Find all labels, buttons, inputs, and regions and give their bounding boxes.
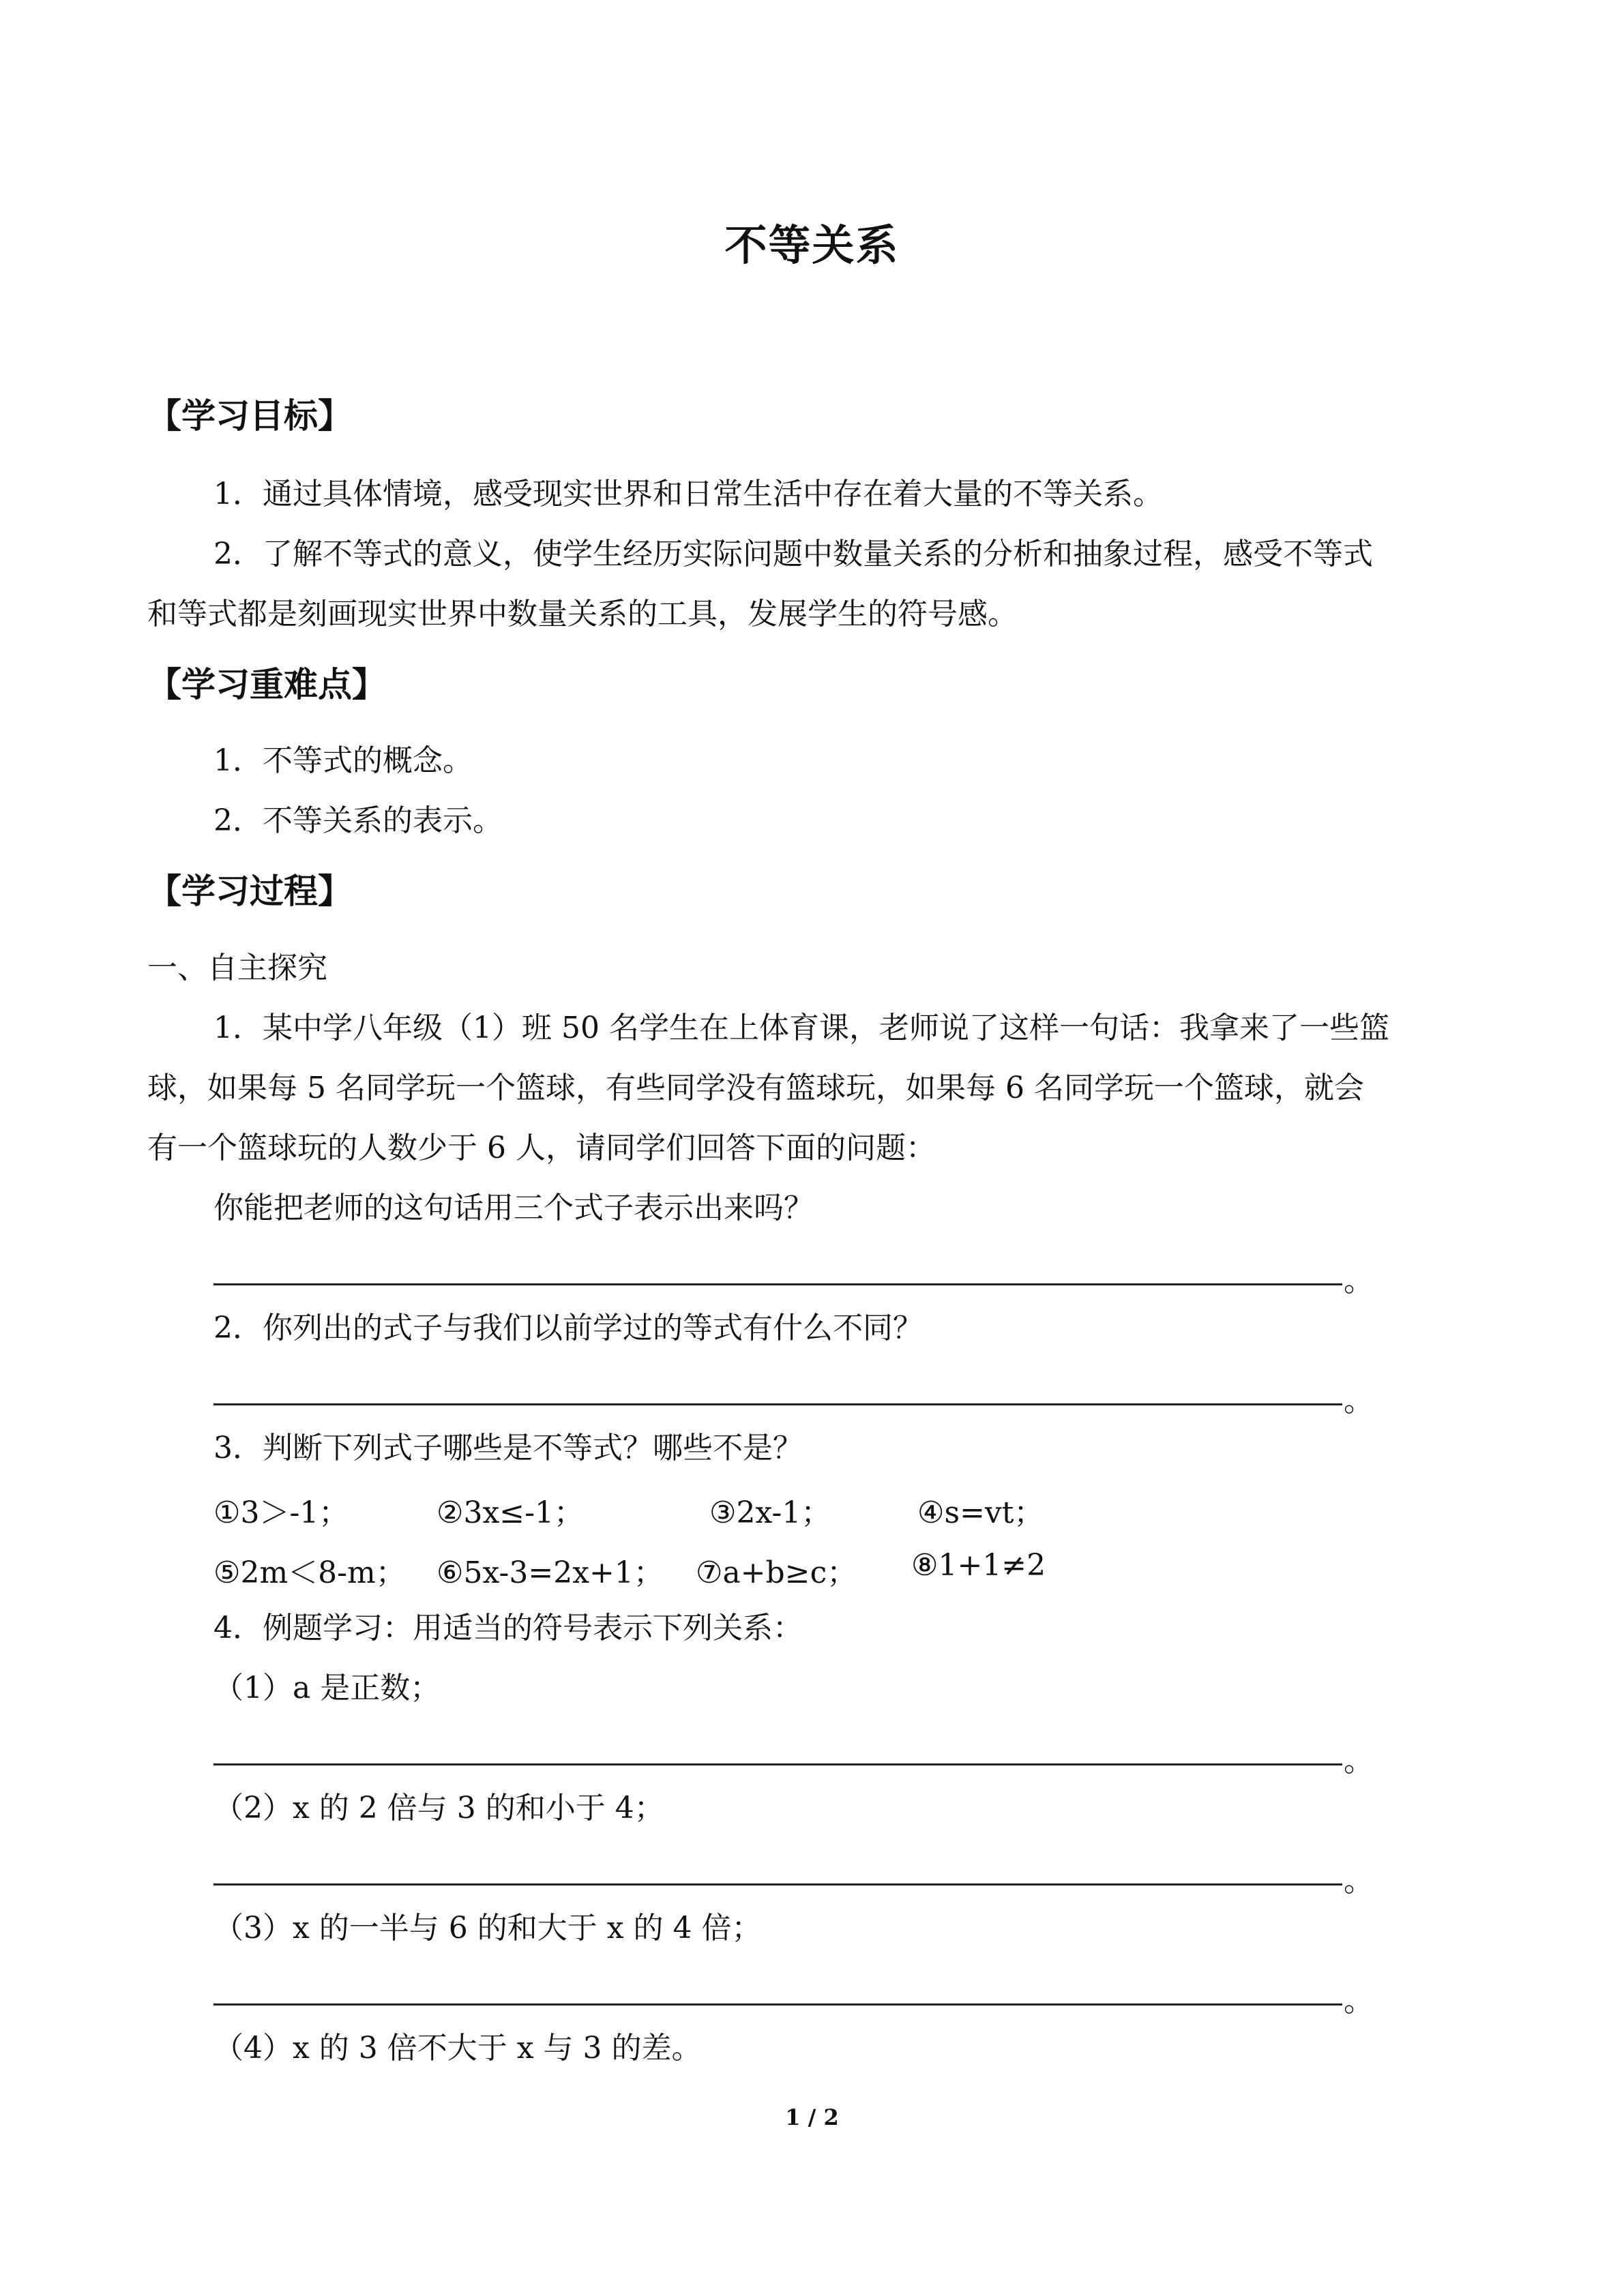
page-title: 不等关系	[724, 220, 900, 270]
q3-option-2: ②3x≤-1；	[437, 1495, 584, 1530]
q3-option-7: ⑦a+b≥c；	[696, 1555, 857, 1590]
answer-line-q4-3[interactable]	[213, 2003, 1342, 2006]
q3-option-8: ⑧1+1≠2	[911, 1548, 1046, 1583]
answer-line-q4-1[interactable]	[213, 1763, 1342, 1765]
q3-option-1: ①3＞-1；	[213, 1495, 349, 1530]
q3-option-6: ⑥5x-3=2x+1；	[437, 1555, 664, 1590]
question-4-part-1: （1）a 是正数；	[213, 1671, 441, 1705]
question-1-line-1: 1．某中学八年级（1）班 50 名学生在上体育课，老师说了这样一句话：我拿来了一些篮	[213, 1011, 1389, 1045]
question-1-line-2: 球，如果每 5 名同学玩一个篮球，有些同学没有篮球玩，如果每 6 名同学玩一个篮球，就会	[147, 1071, 1364, 1105]
question-4: 4．例题学习：用适当的符号表示下列关系：	[213, 1611, 803, 1645]
question-2: 2．你列出的式子与我们以前学过的等式有什么不同？	[213, 1311, 923, 1345]
q3-option-4: ④s=vt；	[917, 1495, 1044, 1530]
objective-item-2-line-1: 2．了解不等式的意义，使学生经历实际问题中数量关系的分析和抽象过程，感受不等式	[213, 537, 1373, 571]
key-points-heading: 【学习重难点】	[147, 665, 386, 704]
objective-item-2-line-2: 和等式都是刻画现实世界中数量关系的工具，发展学生的符号感。	[147, 597, 1018, 631]
question-3: 3．判断下列式子哪些是不等式？哪些不是？	[213, 1431, 803, 1465]
question-4-part-3: （3）x 的一半与 6 的和大于 x 的 4 倍；	[213, 1911, 762, 1945]
question-1-line-3: 有一个篮球玩的人数少于 6 人，请同学们回答下面的问题：	[147, 1131, 936, 1165]
answer-end-mark: 。	[1344, 1264, 1374, 1298]
answer-line-q1[interactable]	[213, 1283, 1342, 1285]
page-number: 1 / 2	[785, 2104, 839, 2130]
answer-end-mark: 。	[1344, 1744, 1374, 1778]
q3-option-3: ③2x-1；	[709, 1495, 831, 1530]
question-4-part-2: （2）x 的 2 倍与 3 的和小于 4；	[213, 1791, 664, 1825]
q3-option-5: ⑤2m＜8-m；	[213, 1555, 406, 1590]
question-1-prompt: 你能把老师的这句话用三个式子表示出来吗？	[213, 1191, 814, 1225]
answer-end-mark: 。	[1344, 1864, 1374, 1898]
answer-line-q4-2[interactable]	[213, 1883, 1342, 1885]
key-point-item-2: 2．不等关系的表示。	[213, 803, 503, 838]
objectives-heading: 【学习目标】	[147, 396, 352, 436]
answer-end-mark: 。	[1344, 1384, 1374, 1418]
objective-item-1: 1．通过具体情境，感受现实世界和日常生活中存在着大量的不等关系。	[213, 477, 1163, 511]
answer-end-mark: 。	[1344, 1984, 1374, 2018]
part-1-title: 一、自主探究	[147, 951, 327, 985]
key-point-item-1: 1．不等式的概念。	[213, 743, 473, 778]
process-heading: 【学习过程】	[147, 871, 352, 911]
question-4-part-4: （4）x 的 3 倍不大于 x 与 3 的差。	[213, 2031, 702, 2066]
answer-line-q2[interactable]	[213, 1403, 1342, 1405]
